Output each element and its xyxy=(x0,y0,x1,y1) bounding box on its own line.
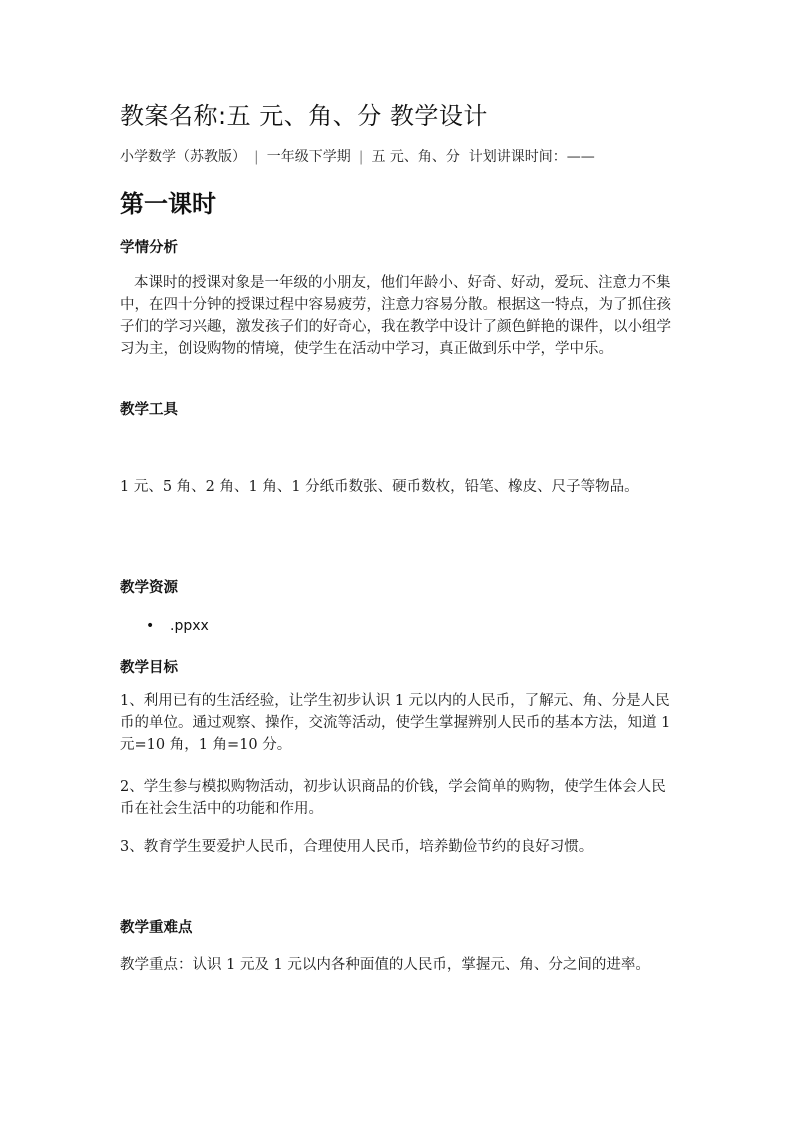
lesson-heading: 第一课时 xyxy=(120,190,216,218)
meta-grade: 一年级下学期 xyxy=(266,149,351,165)
document-meta xyxy=(120,146,595,166)
meta-separator: | xyxy=(358,149,364,165)
section-heading-goals: 教学目标 xyxy=(120,660,178,676)
meta-subject: 小学数学（苏教版） xyxy=(120,149,246,165)
bullet-icon: • xyxy=(146,618,155,634)
section-body-analysis: 本课时的授课对象是一年级的小朋友，他们年龄小、好奇、好动，爱玩、注意力不集中，在四十分钟的授课过程中容易疲劳，注意力容易分散。根据这一特点，为了抓住孩子们的学习兴趣，激发孩子们的好奇心，我在教学中设计了颜色鲜艳的课件，以小组学习为主，创设购物的情境，使学生在活动中学习，真正做到乐中学，学中乐。 xyxy=(120,275,671,357)
section-heading-resources: 教学资源 xyxy=(120,580,178,596)
section-heading-tools: 教学工具 xyxy=(120,402,178,418)
meta-separator: | xyxy=(254,149,259,165)
meta-schedule: 计划讲课时间：—— xyxy=(468,149,595,165)
section-heading-analysis: 学情分析 xyxy=(120,240,178,256)
meta-unit: 五 元、角、分 xyxy=(371,149,460,165)
list-item xyxy=(146,618,209,634)
goal-item-3: 3、教育学生要爱护人民币，合理使用人民币，培养勤俭节约的良好习惯。 xyxy=(120,839,594,855)
section-heading-key-points: 教学重难点 xyxy=(120,920,193,936)
goal-item-2: 2、学生参与模拟购物活动，初步认识商品的价钱，学会简单的购物，使学生体会人民币在社会生活中的功能和作用。 xyxy=(120,779,666,817)
document-title: 教案名称:五 元、角、分 教学设计 xyxy=(120,102,488,130)
section-body-tools: 1 元、5 角、2 角、1 角、1 分纸币数张、硬币数枚，铅笔、橡皮、尺子等物品。 xyxy=(120,479,639,495)
resource-item: .ppxx xyxy=(170,618,209,634)
goal-item-1: 1、利用已有的生活经验，让学生初步认识 1 元以内的人民币，了解元、角、分是人民币的单位。通过观察、操作，交流等活动，使学生掌握辨别人民币的基本方法，知道 1 元=10 角，1 角=10 分。 xyxy=(120,693,671,753)
section-body-key-points: 教学重点：认识 1 元及 1 元以内各种面值的人民币，掌握元、角、分之间的进率。 xyxy=(120,957,650,973)
